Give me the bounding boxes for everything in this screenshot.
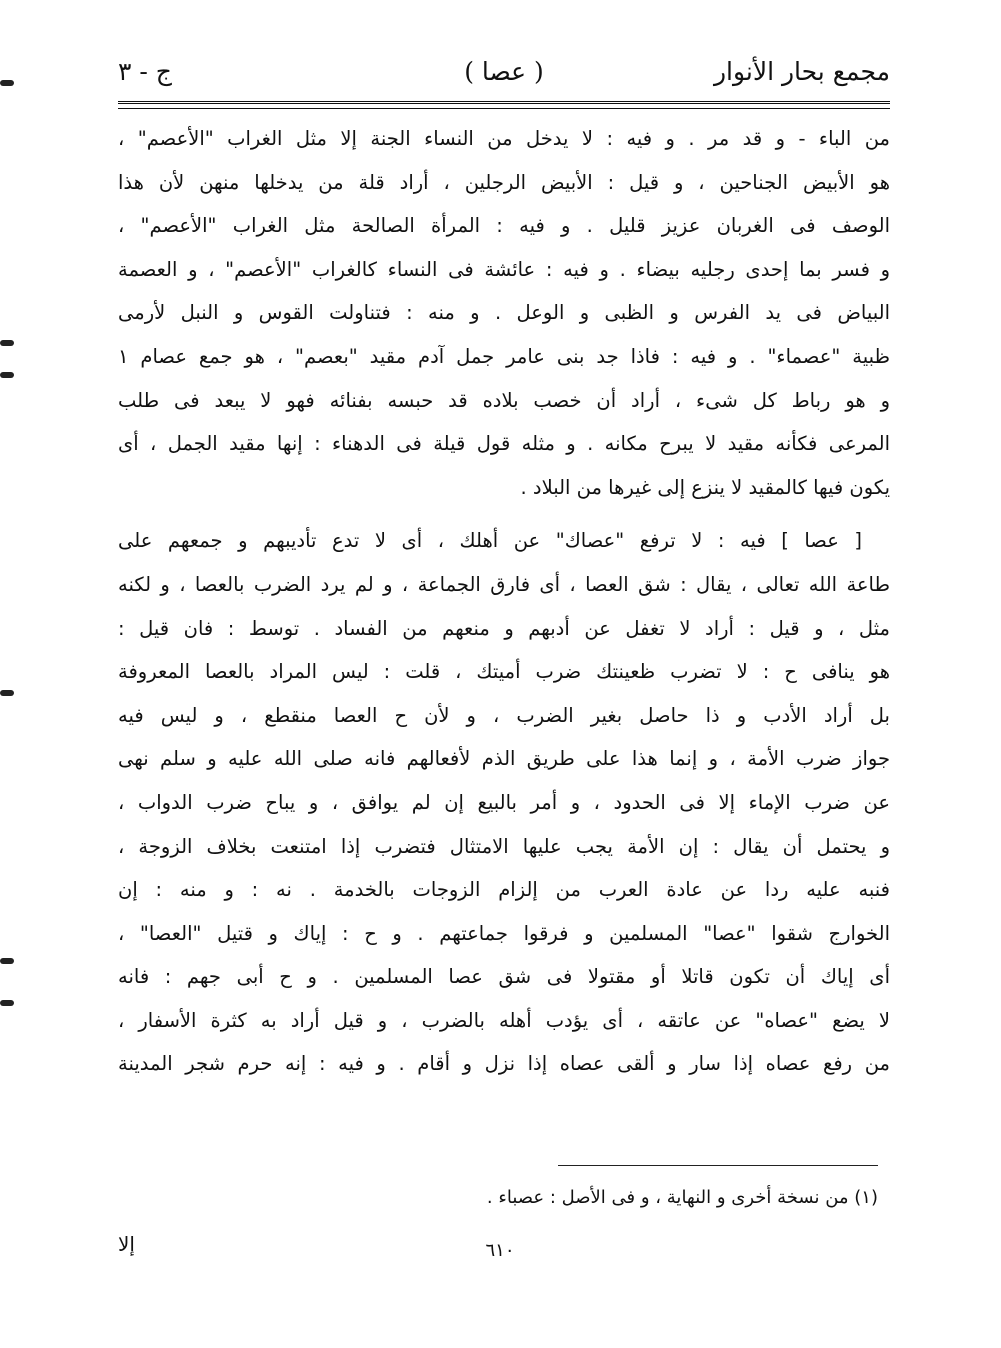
header-rule <box>118 101 890 109</box>
footnote-rule <box>558 1165 878 1166</box>
page-number: ٦١٠ <box>485 1240 515 1261</box>
text-line: يكون فيها كالمقيد لا ينزع إلى غيرها من البلاد . <box>520 475 890 499</box>
binding-mark <box>0 80 14 86</box>
footnote: (١) من نسخة أخرى و النهاية ، و فى الأصل : عصباء . <box>486 1187 878 1208</box>
text-line: المرعى فكأنه مقيد لا يبرح مكانه . و مثله قول قيلة فى الدهناء : إنها مقيد الجمل ، أى <box>118 432 890 456</box>
paragraph-gap <box>118 509 890 519</box>
text-line: الوصف فى الغربان عزيز قليل . و فيه : المرأة الصالحة مثل الغراب "الأعصم" ، <box>118 214 890 238</box>
text-line: مثل ، و قيل : أراد لا تغفل عن أدبهم و منعهم من الفساد . توسط : فان قيل : <box>118 616 890 640</box>
catchword: إلا <box>118 1232 135 1256</box>
text-line: و فسر بما إحدى رجليه بيضاء . و فيه : عائشة فى النساء كالغراب "الأعصم" ، و العصمة <box>118 257 890 281</box>
binding-mark <box>0 340 14 346</box>
entry-heading: ( عصا ) <box>464 57 544 86</box>
text-line: أى إياك أن تكون قاتلا أو مقتولا فى شق عصا المسلمين . و ح أبى جهم : فانه <box>118 965 890 989</box>
text-line: من الباء - و قد مر . و فيه : لا يدخل من النساء الجنة إلا مثل الغراب "الأعصم" ، <box>118 127 890 150</box>
text-line: و هو رباط كل شىء ، أراد أن خصب بلاده قد حبسه بفنائه فهو لا يبعد فى طلب <box>118 388 890 412</box>
book-title: مجمع بحار الأنوار <box>713 57 890 86</box>
text-line: جواز ضرب الأمة ، و إنما هذا على طريق الذم لأفعالهم فانه صلى الله عليه و سلم نهى <box>118 747 890 771</box>
text-line: هو ينافى ح : لا تضرب ظعينتك ضرب أميتك ، قلت : ليس المراد بالعصا المعروفة <box>118 660 890 684</box>
binding-mark <box>0 958 14 964</box>
text-line: لا يضع "عصاه" عن عاتقه ، أى يؤدب أهله بالضرب ، و قيل أراد به كثرة الأسفار ، <box>118 1008 890 1032</box>
binding-mark <box>0 1000 14 1006</box>
binding-mark <box>0 372 14 378</box>
text-line: عن ضرب الإماء إلا فى الحدود ، و أمر بالبيع إن لم يوافق ، و يباح ضرب الدواب ، <box>118 790 890 814</box>
text-line: البياض فى يد الفرس و الظبى و الوعل . و منه : فتناولت القوس و النبل لأرمى <box>118 301 890 325</box>
text-line: الخوارج شقوا "عصا" المسلمين و فرقوا جماعتهم . و ح : إياك و قتيل "العصا" ، <box>118 921 890 945</box>
text-line: [ عصا ] فيه : لا ترفع "عصاك" عن أهلك ، أى لا تدع تأديبهم و جمعهم على <box>118 529 862 553</box>
running-header <box>118 50 890 100</box>
main-text <box>118 117 890 1086</box>
text-line: ظبية "عصماء" . و فيه : فاذا جد بنى عامر جمل آدم مقيد "بعصم" ، هو جمع عصام ١ <box>118 344 890 368</box>
text-line: و يحتمل أن يقال : إن الأمة يجب عليها الامتثال فتضرب إذا امتنعت بخلاف الزوجة ، <box>118 834 890 858</box>
text-line: هو الأبيض الجناحين ، و قيل : الأبيض الرجلين ، أراد قلة من يدخلها منهن لأن هذا <box>118 170 890 194</box>
binding-mark <box>0 690 14 696</box>
volume-number: ج - ٣ <box>118 57 172 86</box>
text-line: فنبه عليه ردا عن عادة العرب من إلزام الزوجات بالخدمة . نه : و منه : إن <box>118 878 890 902</box>
text-line: بل أراد الأدب و ذا حاصل بغير الضرب ، و لأن ح العصا منقطع ، و ليس فيه <box>118 703 890 727</box>
text-line: طاعة الله تعالى ، يقال : شق العصا ، أى فارق الجماعة ، و لم يرد الضرب بالعصا ، و لكنه <box>118 572 890 596</box>
text-line: من رفع عصاه إذا سار و ألقى عصاه إذا نزل و أقام . و فيه : إنه حرم شجر المدينة <box>118 1052 890 1076</box>
